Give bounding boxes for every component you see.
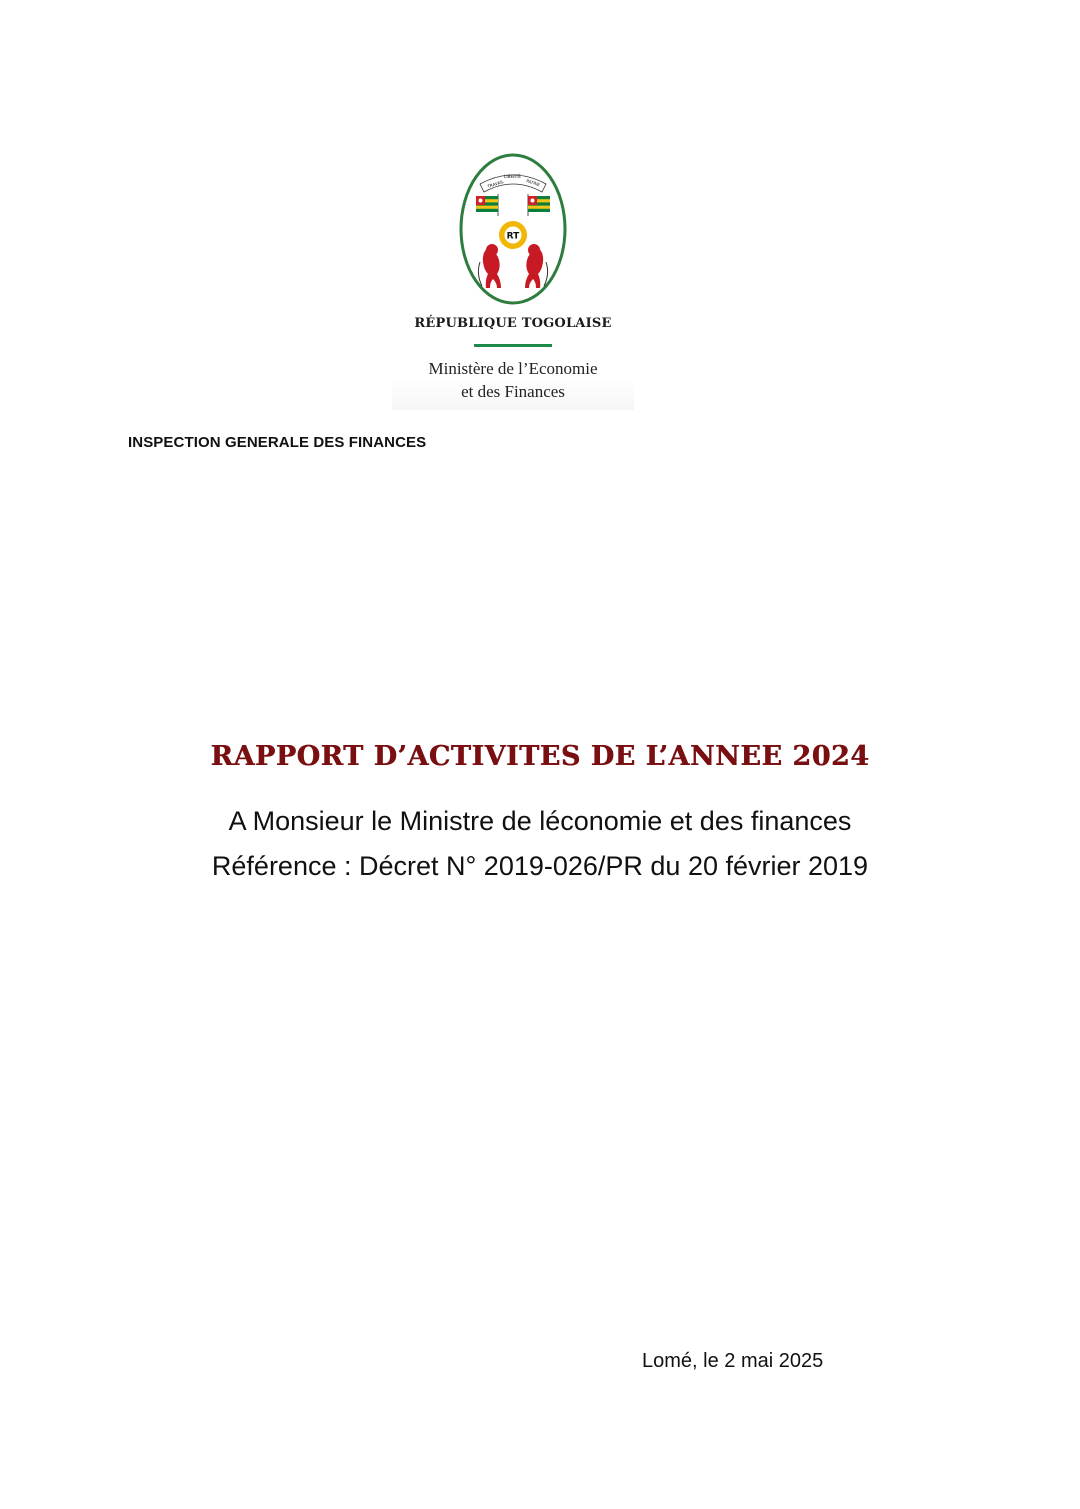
motto-liberte: LIBERTÉ [504,174,521,179]
reference-line: Référence : Décret N° 2019-026/PR du 20 février 2019 [211,851,869,881]
coat-of-arms-icon [458,152,568,307]
motto-travail: TRAVAIL [486,178,505,189]
department-label: INSPECTION GENERALE DES FINANCES [128,434,427,451]
report-title: RAPPORT D’ACTIVITES DE L’ANNEE 2024 [210,741,870,772]
ministry-line-2: et des Finances [461,382,565,401]
addressee-line: A Monsieur le Ministre de léconomie et des finances [228,806,852,836]
sun-shield-icon [499,221,527,249]
place-date: Lomé, le 2 mai 2025 [642,1350,824,1372]
rt-monogram: RT [506,231,520,242]
ministry-line-1: Ministère de l’Economie [428,359,598,378]
republic-label: RÉPUBLIQUE TOGOLAISE [414,316,612,331]
ministry-label [392,357,634,403]
green-divider [474,344,552,347]
motto-patrie: PATRIE [525,178,541,188]
